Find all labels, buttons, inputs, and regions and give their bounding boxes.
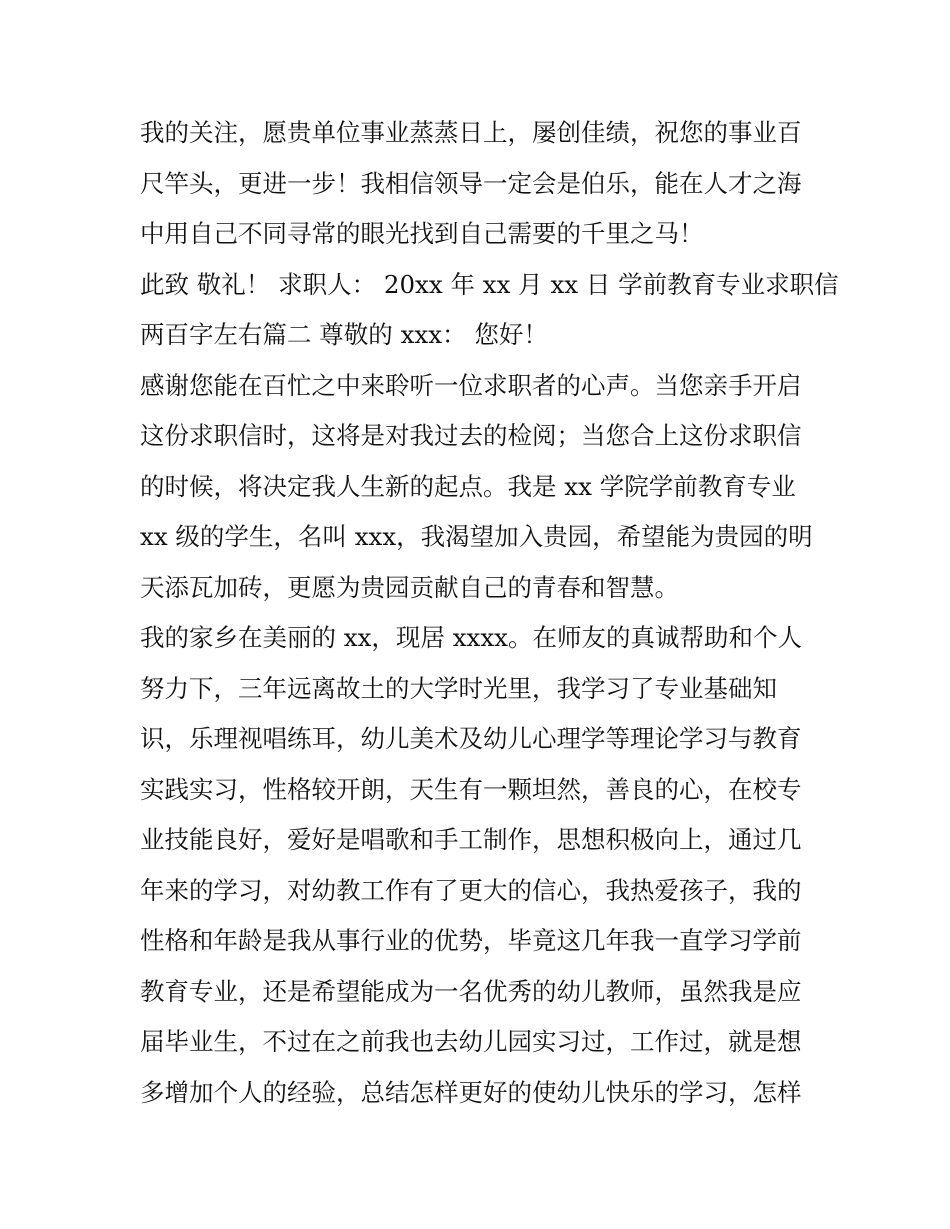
text-line: 届毕业生，不过在之前我也去幼儿园实习过，工作过，就是想 (140, 1027, 802, 1056)
text-line: 业技能良好，爱好是唱歌和手工制作，思想积极向上，通过几 (140, 825, 802, 854)
text-line: 此致 敬礼！ 求职人： 20xx 年 xx 月 xx 日 学前教育专业求职信 (140, 269, 839, 299)
text-line: 感谢您能在百忙之中来聆听一位求职者的心声。当您亲手开启 (140, 370, 802, 400)
text-line: 两百字左右篇二 尊敬的 xxx： 您好！ (140, 320, 548, 349)
text-line: 多增加个人的经验，总结怎样更好的使幼儿快乐的学习，怎样 (140, 1077, 802, 1107)
text-line: 的时候，将决定我人生新的起点。我是 xx 学院学前教育专业 (140, 471, 796, 501)
text-line: xx 级的学生，名叫 xxx，我渴望加入贵园，希望能为贵园的明 (140, 522, 813, 551)
text-line: 中用自己不同寻常的眼光找到自己需要的千里之马！ (140, 219, 704, 248)
document-body (140, 108, 840, 1118)
text-line: 性格和年龄是我从事行业的优势，毕竟这几年我一直学习学前 (140, 926, 802, 955)
text-line: 实践实习，性格较开朗，天生有一颗坦然，善良的心，在校专 (140, 774, 802, 804)
text-line: 识，乐理视唱练耳，幼儿美术及幼儿心理学等理论学习与教育 (140, 724, 802, 753)
text-line: 努力下，三年远离故土的大学时光里，我学习了专业基础知 (140, 673, 777, 703)
text-line: 年来的学习，对幼教工作有了更大的信心，我热爱孩子，我的 (140, 875, 802, 905)
text-line: 我的家乡在美丽的 xx，现居 xxxx。在师友的真诚帮助和个人 (140, 623, 802, 652)
text-line: 尺竿头，更进一步！我相信领导一定会是伯乐，能在人才之海 (140, 168, 802, 198)
text-line: 教育专业，还是希望能成为一名优秀的幼儿教师，虽然我是应 (140, 976, 802, 1006)
text-line: 我的关注，愿贵单位事业蒸蒸日上，屡创佳绩，祝您的事业百 (140, 118, 802, 147)
text-line: 天添瓦加砖，更愿为贵园贡献自己的青春和智慧。 (140, 572, 679, 602)
text-line: 这份求职信时，这将是对我过去的检阅；当您合上这份求职信 (140, 421, 802, 450)
